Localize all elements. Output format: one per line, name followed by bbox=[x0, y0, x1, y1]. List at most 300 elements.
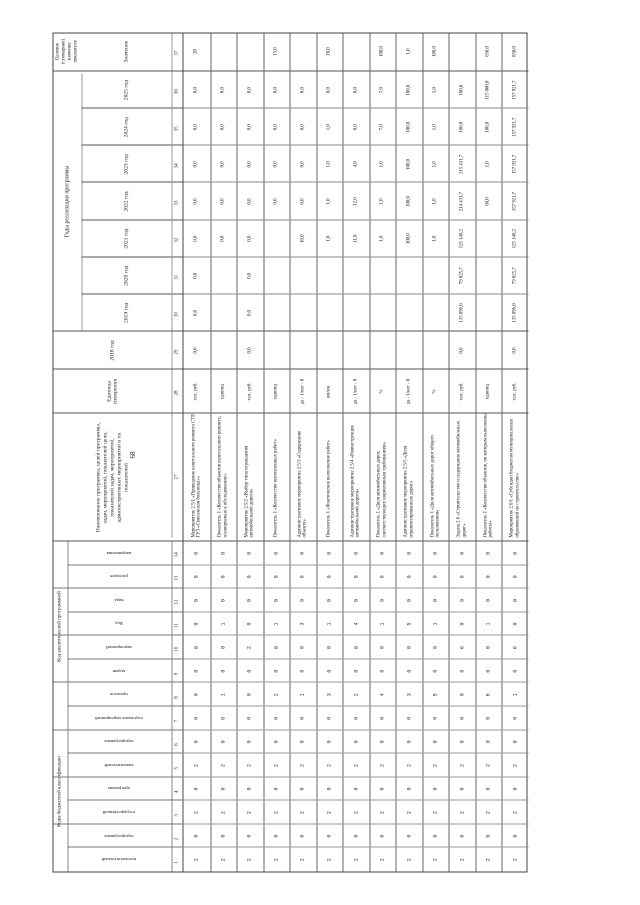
row-total: 15,0 bbox=[273, 47, 279, 56]
row-year-value: 0,0 bbox=[300, 198, 306, 205]
code-digit: 0 bbox=[406, 575, 413, 579]
header-value: Значение bbox=[123, 40, 130, 63]
row-total: 100,0 bbox=[379, 46, 385, 57]
row-year-value: 0,0 bbox=[353, 87, 359, 94]
code-digit: 2 bbox=[406, 811, 413, 815]
code-digit: 0 bbox=[406, 834, 413, 838]
column-number: 29 bbox=[174, 349, 180, 355]
code-digit: 6 bbox=[485, 693, 492, 697]
code-digit: 0 bbox=[220, 716, 227, 720]
code-digit: 1 bbox=[220, 693, 227, 697]
column-number: 1 bbox=[174, 861, 180, 864]
code-digit: 4 bbox=[379, 693, 386, 697]
header-code-label: Код bbox=[115, 621, 123, 627]
header-code-label: расходов bbox=[110, 574, 128, 580]
code-digit: 2 bbox=[246, 763, 253, 767]
row-year-value: 1,0 bbox=[326, 124, 332, 131]
row-year-value: 100,0 bbox=[406, 84, 412, 96]
row-year-value: 11,0 bbox=[353, 234, 359, 243]
code-digit: 2 bbox=[193, 763, 200, 767]
row-year-value: 135 096,0 bbox=[459, 303, 465, 323]
code-digit: 0 bbox=[326, 716, 333, 720]
code-digit: 0 bbox=[432, 787, 439, 791]
row-name: Показатель 1 «Фактическое выполнение работ» bbox=[326, 440, 332, 538]
column-number: 9 bbox=[174, 672, 180, 676]
row-year-value bbox=[343, 257, 370, 294]
row-year-value: 0,0 bbox=[247, 235, 253, 242]
header-code-label: проектов bbox=[110, 692, 128, 698]
row-year-value: 4,0 bbox=[353, 161, 359, 168]
code-digit: 1 bbox=[326, 622, 333, 626]
row-year-value: 0,0 bbox=[247, 87, 253, 94]
code-digit: 0 bbox=[353, 646, 359, 650]
code-digit: 2 bbox=[353, 763, 359, 767]
code-digit: 0 bbox=[406, 669, 413, 673]
code-digit: 0 bbox=[459, 740, 466, 744]
code-digit: 0 bbox=[379, 575, 386, 579]
code-digit: 0 bbox=[432, 598, 439, 602]
header-name-column: Наименование программы, целей программы, задач, мероприятий, показателей цели, показателей задач, мероприятий, административных мероприятий и их показателей bbox=[95, 422, 129, 533]
row-year-2018 bbox=[263, 332, 290, 370]
code-digit: 0 bbox=[220, 646, 227, 650]
row-year-value: 0,0 bbox=[247, 124, 253, 131]
code-digit: 1 bbox=[512, 693, 519, 697]
header-code-label: подпрограммы bbox=[104, 833, 134, 839]
code-digit: 0 bbox=[432, 575, 439, 579]
row-year-value: 7,0 bbox=[379, 124, 385, 131]
code-digit: 0 bbox=[459, 551, 466, 555]
row-year-value: 0,0 bbox=[273, 161, 279, 168]
code-digit: 2 bbox=[273, 693, 280, 697]
code-digit: 0 bbox=[273, 787, 280, 791]
row-year-value: 135 096,0 bbox=[512, 303, 518, 323]
code-digit: 0 bbox=[459, 575, 466, 579]
code-digit: 0 bbox=[326, 598, 333, 602]
column-number: 28 bbox=[174, 390, 180, 396]
row-unit: тыс. руб. bbox=[512, 382, 518, 401]
row-year-value: 1,0 bbox=[432, 87, 438, 94]
code-digit: 0 bbox=[459, 787, 466, 791]
header-implementation-years: Годы реализации программы bbox=[64, 165, 71, 238]
header-code-label: направления bbox=[106, 550, 132, 556]
code-digit: 0 bbox=[512, 787, 519, 791]
row-total: 850,0 bbox=[512, 46, 518, 57]
row-unit: тыс. руб. bbox=[459, 382, 465, 401]
code-digit: 4 bbox=[353, 622, 359, 626]
row-year-value: 215 431,7 bbox=[459, 154, 465, 174]
row-year-value: 1,0 bbox=[379, 161, 385, 168]
code-digit: 1 bbox=[220, 622, 227, 626]
row-year-value: 0,0 bbox=[193, 272, 199, 279]
row-unit: тыс. руб. bbox=[193, 382, 199, 401]
code-digit: 0 bbox=[406, 716, 413, 720]
code-digit: 0 bbox=[273, 551, 280, 555]
code-digit: 0 bbox=[353, 716, 359, 720]
code-digit: 0 bbox=[512, 669, 519, 673]
row-year-value: 157 921,7 bbox=[512, 154, 518, 174]
table-body bbox=[184, 34, 529, 872]
program-table bbox=[53, 33, 528, 873]
row-unit: единиц bbox=[485, 384, 491, 399]
column-number: 2 bbox=[174, 837, 180, 841]
row-year-value bbox=[210, 257, 237, 294]
row-year-value bbox=[422, 294, 449, 331]
code-digit: 0 bbox=[353, 740, 359, 744]
code-digit: 0 bbox=[379, 646, 386, 650]
code-digit: 0 bbox=[273, 740, 280, 744]
code-digit: 0 bbox=[379, 834, 386, 838]
code-digit: 0 bbox=[220, 669, 227, 673]
code-digit: 0 bbox=[512, 598, 519, 602]
code-digit: 0 bbox=[512, 622, 519, 626]
code-digit: 2 bbox=[326, 763, 333, 767]
code-digit: 0 bbox=[193, 787, 200, 791]
column-number: 32 bbox=[174, 237, 180, 243]
row-year-value: 125 148,2 bbox=[459, 229, 465, 249]
row-year-value: 100,0 bbox=[406, 196, 412, 207]
code-digit: 0 bbox=[379, 598, 386, 602]
code-digit: 0 bbox=[246, 787, 253, 791]
code-digit: 0 bbox=[379, 787, 386, 791]
column-number: 35 bbox=[174, 126, 180, 132]
code-digit: 0 bbox=[379, 740, 386, 744]
code-digit: 0 bbox=[299, 551, 306, 555]
code-digit: 0 bbox=[485, 551, 492, 555]
code-digit: 0 bbox=[220, 834, 227, 838]
code-digit: 2 bbox=[432, 858, 439, 862]
code-digit: 0 bbox=[246, 669, 253, 673]
code-digit: 2 bbox=[353, 693, 359, 697]
code-digit: 0 bbox=[273, 716, 280, 720]
row-year-value: 0,0 bbox=[273, 87, 279, 94]
row-year-value: 1,0 bbox=[326, 235, 332, 242]
row-year-2018 bbox=[396, 332, 423, 370]
code-digit: 0 bbox=[459, 716, 466, 720]
row-unit: единиц bbox=[273, 384, 279, 399]
code-digit: 0 bbox=[432, 716, 439, 720]
code-digit: 0 bbox=[459, 622, 466, 626]
code-digit: 0 bbox=[246, 740, 253, 744]
row-year-value: 0,0 bbox=[193, 235, 199, 242]
code-digit: 0 bbox=[512, 834, 519, 838]
row-year-value: 0,0 bbox=[193, 198, 199, 205]
row-year-value bbox=[290, 294, 317, 331]
header-year: 2025 год bbox=[123, 79, 130, 101]
row-year-value: 0,0 bbox=[193, 309, 199, 316]
column-number: 36 bbox=[174, 89, 180, 95]
row-year-value bbox=[475, 220, 502, 257]
row-year-value: 79 825,7 bbox=[459, 267, 465, 285]
row-name: Административное мероприятие 2.5/3 «Содержание объекта» bbox=[297, 430, 308, 538]
header-year: 2024 год bbox=[123, 117, 130, 138]
row-year-2018 bbox=[422, 332, 449, 370]
code-digit: 0 bbox=[193, 646, 200, 650]
row-year-2018 bbox=[290, 332, 317, 370]
row-year-value: 115 000,0 bbox=[485, 80, 491, 100]
code-digit: 0 bbox=[193, 622, 200, 626]
header-code-label: вида bbox=[114, 597, 124, 603]
row-year-value: 0,0 bbox=[220, 87, 226, 94]
row-name: Мероприятие 2.5/1 «Проведение капитального ремонта СТР ГУЗ «Смоленская больница»» bbox=[191, 414, 202, 538]
row-year-value bbox=[475, 294, 502, 331]
row-unit: % bbox=[432, 389, 438, 394]
column-number: 34 bbox=[174, 163, 180, 169]
code-digit: 0 bbox=[246, 716, 253, 720]
code-digit: 1 bbox=[485, 622, 492, 626]
row-total: 100,0 bbox=[432, 46, 438, 57]
code-digit: 0 bbox=[379, 716, 386, 720]
row-total: 20 bbox=[193, 49, 199, 54]
row-year-value: 1,0 bbox=[432, 161, 438, 168]
code-digit: 0 bbox=[273, 834, 280, 838]
row-year-value: 0,0 bbox=[247, 272, 253, 279]
row-year-value bbox=[210, 294, 237, 331]
code-digit: 0 bbox=[326, 669, 333, 673]
row-year-value: 79 825,7 bbox=[512, 267, 518, 285]
code-digit: 2 bbox=[299, 763, 306, 767]
header-year: 2021 год bbox=[123, 228, 130, 249]
code-digit: 2 bbox=[273, 763, 280, 767]
header-code-label: аналитической bbox=[104, 762, 134, 768]
header-completion: Целевое (суммарное) значение показателя bbox=[55, 38, 79, 65]
column-number: 33 bbox=[174, 200, 180, 206]
row-year-value: 100,0 bbox=[406, 158, 412, 170]
code-digit: 1 bbox=[379, 622, 386, 626]
code-digit: 0 bbox=[193, 716, 200, 720]
row-year-value: 12,0 bbox=[353, 197, 359, 206]
code-digit: 0 bbox=[459, 669, 466, 673]
code-digit: 2 bbox=[353, 811, 359, 815]
column-number: 27 bbox=[174, 474, 180, 480]
code-digit: 1 bbox=[432, 622, 439, 626]
row-total: 20,0 bbox=[326, 47, 332, 56]
header-code-label: мероприятий bbox=[106, 645, 132, 651]
row-year-2018: 0,0 bbox=[512, 347, 518, 354]
row-year-2018 bbox=[475, 332, 502, 370]
code-digit: 2 bbox=[485, 858, 492, 862]
code-digit: 2 bbox=[406, 858, 413, 862]
code-digit: 0 bbox=[512, 716, 519, 720]
row-name: Показатель 1 «Количество объектов, по которым выполнены работы» bbox=[483, 413, 494, 538]
column-number: 13 bbox=[174, 575, 180, 581]
code-digit: 0 bbox=[432, 740, 439, 744]
row-year-value bbox=[369, 294, 396, 331]
row-year-value: 0,0 bbox=[353, 124, 359, 131]
column-number: 3 bbox=[174, 814, 180, 817]
row-name: Показатель 1 «Количество объектов капитального ремонта, планируемых к обследованию» bbox=[217, 416, 229, 538]
code-digit: 0 bbox=[299, 740, 306, 744]
row-year-value: 1,0 bbox=[326, 161, 332, 168]
code-digit: 0 bbox=[246, 575, 253, 579]
row-year-value: 7,0 bbox=[379, 87, 385, 94]
code-digit: 0 bbox=[353, 575, 359, 579]
code-digit: 2 bbox=[432, 811, 439, 815]
code-digit: 0 bbox=[459, 598, 466, 602]
row-year-2018 bbox=[210, 332, 237, 370]
header-code-label: отдельных мероприятий bbox=[95, 715, 143, 721]
column-number: 8 bbox=[174, 696, 180, 699]
row-year-value bbox=[396, 294, 423, 331]
row-unit: да - 1/нет - 0 bbox=[300, 378, 306, 405]
code-digit: 0 bbox=[193, 598, 200, 602]
code-digit: 0 bbox=[512, 740, 519, 744]
column-number: 5 bbox=[174, 766, 180, 770]
row-year-value bbox=[263, 257, 290, 294]
code-digit: 0 bbox=[432, 834, 439, 838]
code-digit: 0 bbox=[299, 787, 306, 791]
row-year-value: 1,0 bbox=[432, 235, 438, 242]
row-year-value bbox=[475, 257, 502, 294]
code-digit: 2 bbox=[379, 811, 386, 815]
code-digit: 0 bbox=[326, 740, 333, 744]
code-digit: 0 bbox=[485, 669, 492, 673]
row-year-value: 0,0 bbox=[193, 161, 199, 168]
row-year-value: 100,0 bbox=[485, 121, 491, 133]
row-name: Показатель 1 «Количество выполненных работ» bbox=[273, 439, 279, 538]
column-number: 6 bbox=[174, 743, 180, 746]
column-number: 14 bbox=[174, 552, 180, 558]
code-digit: 0 bbox=[485, 598, 492, 602]
code-digit: 0 bbox=[485, 575, 492, 579]
row-year-value: 0,0 bbox=[300, 124, 306, 131]
code-digit: 0 bbox=[379, 551, 386, 555]
row-name: Административное мероприятие 2.5/5 «Доля отремонтированных дорог» bbox=[403, 445, 415, 538]
code-digit: 6 bbox=[512, 646, 519, 650]
row-year-value: 1,0 bbox=[379, 198, 385, 205]
code-digit: 2 bbox=[459, 763, 466, 767]
code-digit: 0 bbox=[220, 740, 227, 744]
code-digit: 0 bbox=[459, 834, 466, 838]
row-year-value bbox=[369, 257, 396, 294]
code-digit: 2 bbox=[432, 763, 439, 767]
code-digit: 2 bbox=[299, 811, 306, 815]
code-digit: 0 bbox=[353, 551, 359, 555]
row-year-value: 0,0 bbox=[300, 161, 306, 168]
code-digit: 0 bbox=[326, 551, 333, 555]
code-digit: 0 bbox=[485, 787, 492, 791]
code-digit: 0 bbox=[299, 834, 306, 838]
header-year: 2019 год bbox=[123, 302, 130, 324]
code-digit: 3 bbox=[326, 693, 333, 697]
code-digit: 0 bbox=[353, 787, 359, 791]
code-digit: 0 bbox=[246, 622, 253, 626]
row-unit: % bbox=[379, 389, 385, 394]
row-year-value: 1,0 bbox=[379, 235, 385, 242]
code-digit: 0 bbox=[299, 598, 306, 602]
column-number: 7 bbox=[174, 719, 180, 723]
column-number: 4 bbox=[174, 790, 180, 793]
code-digit: 0 bbox=[406, 740, 413, 744]
code-digit: 0 bbox=[485, 740, 492, 744]
row-total: 1,0 bbox=[406, 48, 412, 55]
row-name: Мероприятие 2.6/1 «Субсидии бюджетам муниципальных образований на строительство» bbox=[509, 418, 521, 538]
code-digit: 5 bbox=[432, 693, 439, 697]
code-digit: 0 bbox=[220, 787, 227, 791]
code-digit: 0 bbox=[512, 575, 519, 579]
row-name: Показатель 1 «Доля автомобильных дорог, соответствующих нормативным требованиям» bbox=[376, 441, 388, 538]
row-year-value: 1,0 bbox=[485, 161, 491, 168]
code-digit: 6 bbox=[459, 646, 466, 650]
header-code-label: государственной bbox=[102, 810, 136, 816]
code-digit: 0 bbox=[485, 646, 492, 650]
code-digit: 3 bbox=[299, 622, 306, 626]
row-year-2018: 0,0 bbox=[247, 347, 253, 354]
code-digit: 0 bbox=[459, 693, 466, 697]
code-digit: 2 bbox=[220, 811, 227, 815]
code-digit: 0 bbox=[353, 669, 359, 673]
row-year-value: 0,0 bbox=[193, 124, 199, 131]
row-year-value bbox=[343, 294, 370, 331]
code-digit: 0 bbox=[299, 716, 306, 720]
row-year-value: 214 431,7 bbox=[459, 191, 465, 212]
page-number: 68 bbox=[129, 451, 137, 459]
row-year-value: 0,0 bbox=[247, 198, 253, 205]
code-digit: 2 bbox=[379, 858, 386, 862]
code-digit: 0 bbox=[246, 693, 253, 697]
row-unit: км/км. bbox=[326, 384, 332, 399]
code-digit: 0 bbox=[326, 575, 333, 579]
code-digit: 0 bbox=[406, 646, 413, 650]
code-digit: 0 bbox=[299, 669, 306, 673]
code-digit: 2 bbox=[220, 763, 227, 767]
code-digit: 2 bbox=[459, 858, 466, 862]
row-total: 650,0 bbox=[485, 46, 491, 57]
column-number: 30 bbox=[174, 311, 180, 317]
code-digit: 1 bbox=[273, 622, 280, 626]
code-digit: 2 bbox=[246, 858, 253, 862]
column-number: 10 bbox=[174, 646, 180, 652]
row-name: Показатель 1 «Доля автомобильных дорог общего пользования» bbox=[430, 435, 441, 538]
code-digit: 0 bbox=[220, 575, 227, 579]
code-digit: 2 bbox=[193, 811, 200, 815]
code-digit: 0 bbox=[273, 598, 280, 602]
row-unit: единиц bbox=[220, 384, 226, 399]
row-total bbox=[449, 32, 476, 72]
row-year-2018: 0,0 bbox=[193, 347, 199, 354]
code-digit: 2 bbox=[485, 763, 492, 767]
row-year-2018: 0,0 bbox=[459, 347, 465, 354]
row-year-value: 0,0 bbox=[220, 161, 226, 168]
table-header bbox=[54, 34, 184, 872]
code-digit: 0 bbox=[432, 669, 439, 673]
header-code-label: задачи bbox=[112, 668, 126, 674]
code-digit: 0 bbox=[485, 834, 492, 838]
row-year-value: 0,0 bbox=[247, 309, 253, 316]
code-digit: 2 bbox=[379, 763, 386, 767]
code-digit: 0 bbox=[406, 787, 413, 791]
row-year-value: 0,0 bbox=[247, 161, 253, 168]
row-year-value: 100,0 bbox=[406, 233, 412, 245]
row-year-value bbox=[290, 257, 317, 294]
code-digit: 0 bbox=[273, 575, 280, 579]
row-unit: да - 1/нет - 0 bbox=[353, 378, 359, 405]
code-digit: 2 bbox=[406, 763, 413, 767]
row-year-2018 bbox=[316, 332, 343, 370]
row-total bbox=[290, 32, 317, 72]
header-year: 2022 год bbox=[123, 191, 130, 212]
code-digit: 0 bbox=[353, 598, 359, 602]
code-digit: 0 bbox=[273, 669, 280, 673]
code-digit: 2 bbox=[246, 646, 253, 650]
code-digit: 0 bbox=[193, 740, 200, 744]
row-year-value: 1,0 bbox=[432, 198, 438, 205]
row-year-value: 10,0 bbox=[300, 234, 306, 243]
header-year: 2023 год bbox=[123, 154, 130, 175]
code-digit: 2 bbox=[273, 858, 280, 862]
code-digit: 0 bbox=[432, 646, 439, 650]
row-year-value: 157 921,7 bbox=[512, 191, 518, 212]
row-year-value: 0,0 bbox=[220, 235, 226, 242]
